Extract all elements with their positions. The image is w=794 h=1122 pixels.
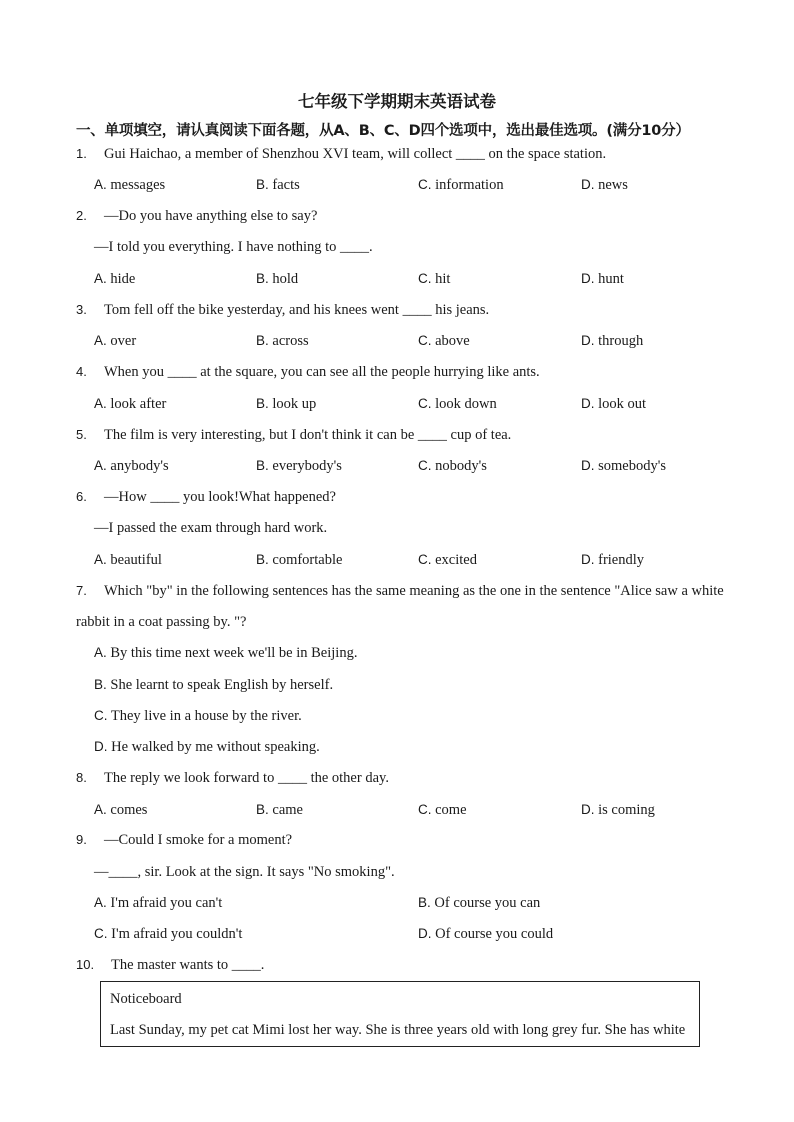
option-c: C. They live in a house by the river. [94,708,302,724]
question-number: 2. [76,208,87,223]
option-a: A. By this time next week we'll be in Beijing. [94,645,358,661]
question-text: The film is very interesting, but I don't think it can be ____ cup of tea. [104,427,512,443]
option-d: D. look out [581,396,647,412]
option-a: A. beautiful [94,552,162,568]
question-2-line-2: —I told you everything. I have nothing to ____. [94,239,373,255]
option-d: D. hunt [581,271,624,287]
option-b: B. comfortable [256,552,343,568]
option-b: B. facts [256,177,300,193]
question-6 [76,489,336,506]
option-d: D. somebody's [581,458,666,474]
question-7 [76,583,724,600]
option-a: A. look after [94,396,167,412]
option-b: B. Of course you can [418,895,541,911]
question-3 [76,302,489,319]
option-a: A. comes [94,802,148,818]
option-c: C. excited [418,552,477,568]
option-b: B. came [256,802,303,818]
option-c: C. nobody's [418,458,487,474]
option-a: A. over [94,333,137,349]
question-5 [76,427,511,444]
option-c: C. I'm afraid you couldn't [94,926,243,942]
question-text: —Could I smoke for a moment? [104,832,293,848]
question-number: 9. [76,832,87,847]
option-c: C. hit [418,271,451,287]
question-10 [76,957,264,974]
option-c: C. information [418,177,504,193]
question-number: 7. [76,583,87,598]
option-c: C. above [418,333,470,349]
question-number: 10. [76,957,95,972]
option-b: B. across [256,333,309,349]
question-text: The master wants to ____. [111,957,265,973]
option-b: B. hold [256,271,299,287]
option-d: D. Of course you could [418,926,554,942]
option-a: A. hide [94,271,136,287]
question-number: 3. [76,302,87,317]
option-d: D. through [581,333,644,349]
option-c: C. come [418,802,467,818]
question-9-line-2: —____, sir. Look at the sign. It says "No smoking". [94,864,395,880]
question-number: 1. [76,146,87,161]
option-d: D. He walked by me without speaking. [94,739,320,755]
question-1 [76,146,606,163]
question-text: The reply we look forward to ____ the other day. [104,770,389,786]
question-number: 5. [76,427,87,442]
question-text: Which "by" in the following sentences has the same meaning as the one in the sentence "Alice saw a white [104,583,724,599]
question-2 [76,208,317,225]
question-9 [76,832,292,849]
question-text: —Do you have anything else to say? [104,208,318,224]
notice-heading: Noticeboard [110,991,182,1007]
option-c: C. look down [418,396,497,412]
question-text: Gui Haichao, a member of Shenzhou XVI team, will collect ____ on the space station. [104,146,607,162]
page-title: 七年级下学期期末英语试卷 [298,92,496,111]
section-heading: 一、单项填空，请认真阅读下面各题，从A、B、C、D四个选项中，选出最佳选项。(满分10分） [76,123,690,139]
option-a: A. anybody's [94,458,169,474]
option-b: B. everybody's [256,458,342,474]
question-4 [76,364,540,381]
option-d: D. friendly [581,552,645,568]
option-b: B. She learnt to speak English by herself. [94,677,334,693]
option-a: A. I'm afraid you can't [94,895,223,911]
question-number: 8. [76,770,87,785]
question-number: 4. [76,364,87,379]
option-d: D. is coming [581,802,655,818]
noticeboard-box [100,981,700,1047]
question-text: —How ____ you look!What happened? [104,489,336,505]
question-text: When you ____ at the square, you can see all the people hurrying like ants. [104,364,540,380]
question-number: 6. [76,489,87,504]
option-a: A. messages [94,177,166,193]
question-6-line-2: —I passed the exam through hard work. [94,520,328,536]
question-7-line-2: rabbit in a coat passing by. "? [76,614,247,630]
option-b: B. look up [256,396,317,412]
option-d: D. news [581,177,628,193]
question-text: Tom fell off the bike yesterday, and his knees went ____ his jeans. [104,302,490,318]
question-8 [76,770,389,787]
notice-body: Last Sunday, my pet cat Mimi lost her way. She is three years old with long grey fur. She has white [110,1022,686,1038]
